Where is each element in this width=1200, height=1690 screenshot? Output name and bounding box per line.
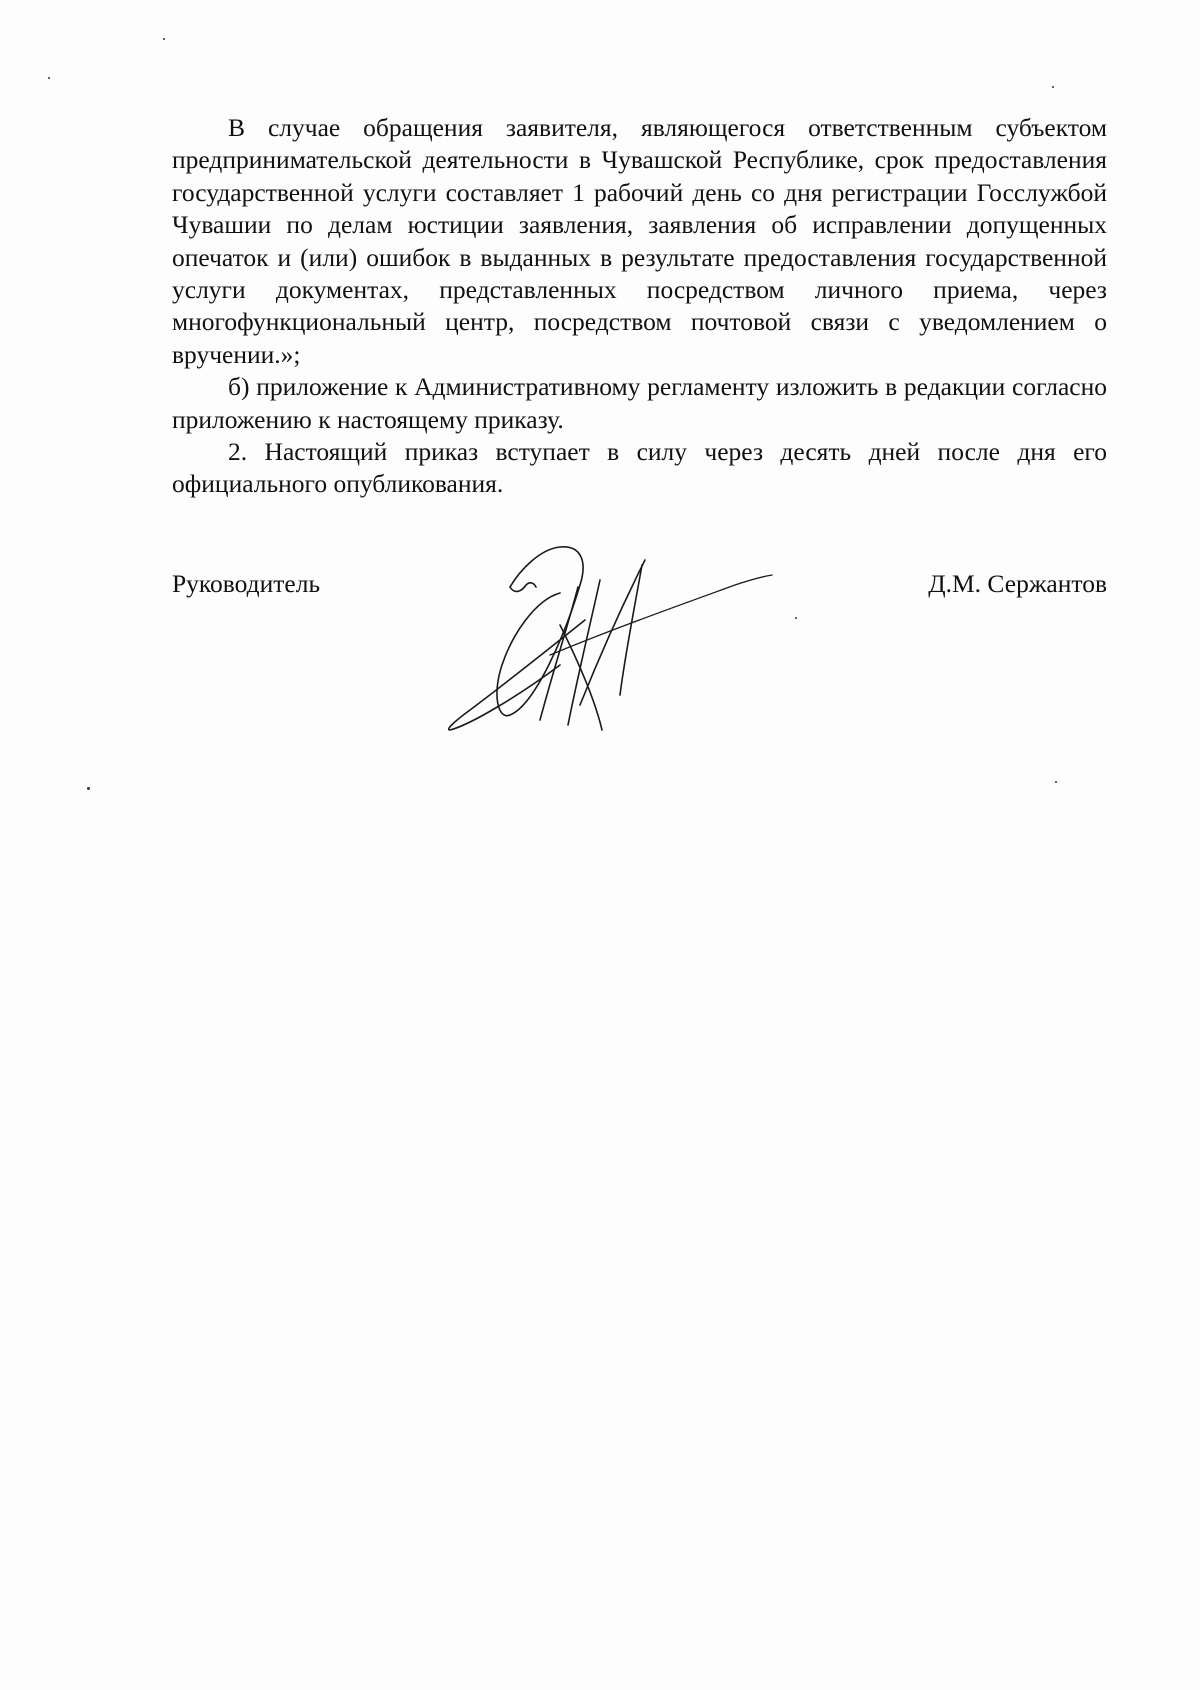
paragraph-1: В случае обращения заявителя, являющегося ответственным субъектом предпринимательской деятельности в Чувашской Республике, срок предоставления государственной услуги составляет 1 рабочий день со дня регистрации Госслужбой Чувашии по делам юстиции заявления, заявления об исправлении допущенных опечаток и (или) ошибок в выданных в результате предоставления государственной услуги документах, представленных посредством личного приема, через многофункциональный центр, посредством почтовой связи с уведомлением о вручении.»; [172, 113, 1107, 369]
signatory-title: Руководитель [172, 569, 321, 598]
paragraph-2: б) приложение к Административному регламенту изложить в редакции согласно приложению к настоящему приказу. [172, 372, 1107, 434]
handwritten-signature [440, 525, 800, 740]
signatory-name: Д.М. Сержантов [928, 569, 1107, 598]
scan-speck [48, 77, 50, 79]
paragraph-3: 2. Настоящий приказ вступает в силу через десять дней после дня его официального опубликования. [172, 437, 1107, 499]
scan-speck [795, 617, 797, 619]
scan-speck [1055, 781, 1057, 783]
scan-speck [163, 38, 165, 40]
document-body [172, 112, 1107, 501]
scan-speck [1052, 86, 1054, 88]
scan-speck [87, 787, 90, 790]
